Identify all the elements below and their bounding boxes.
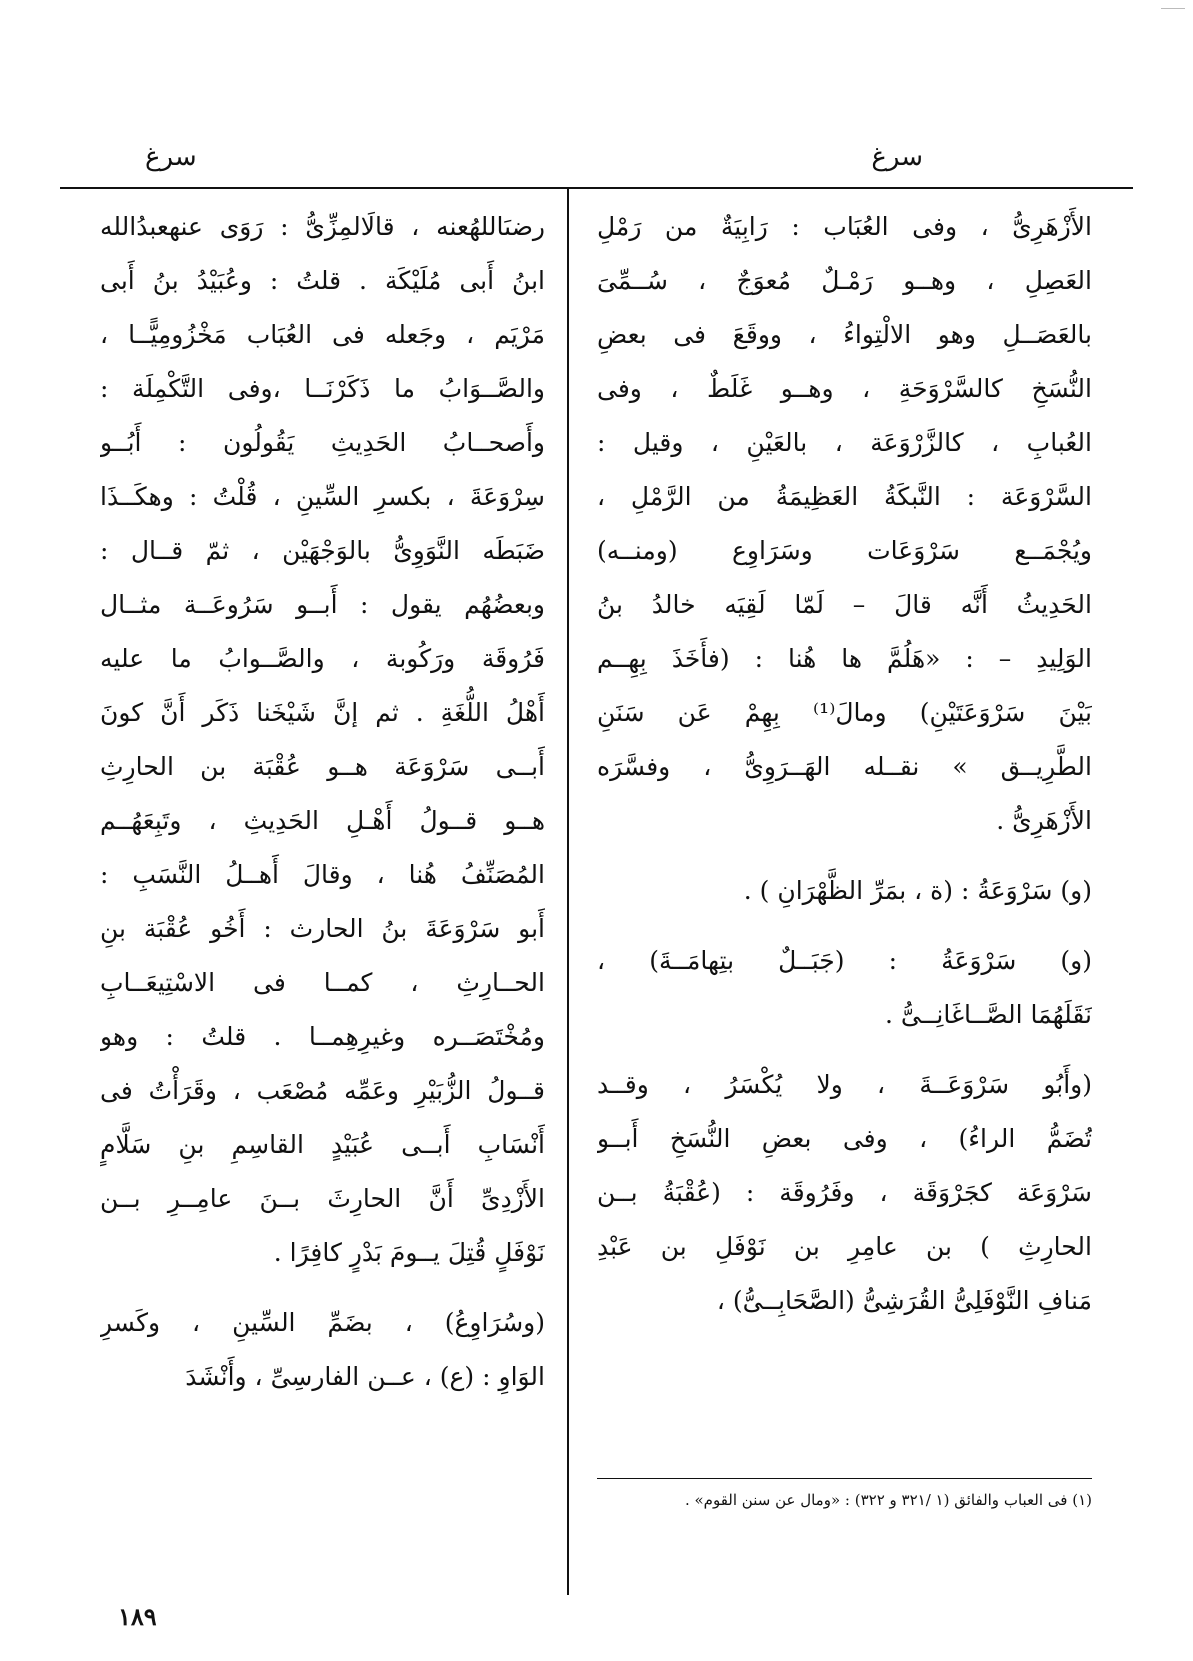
paragraph-gap [597,1042,1092,1058]
text-line: قــولُ الزُّبَيْرِ وعَمِّه مُصْعَب ، وقَرَأْتُ فى [100,1076,545,1105]
text-line: الوَلِيدِ – : «هَلُمَّ ها هُنا : (فأَخَذَ بِهِــم [597,644,1092,673]
text-line: والصَّــوَابُ ما ذَكَرْنَــا ،وفى التَّكْمِلَة : [100,374,545,403]
text-line: أَنْسَابِ أَبــى عُبَيْدٍ القاسِمِ بنِ سَلَّامٍ [100,1130,545,1159]
text-line: رضىَاللهُعنه ، قالَالمِزِّىُّ : رَوَى عنهعبدُالله [100,212,545,241]
text-line: الحَدِيثُ أَنَّه قالَ – لَمّا لَقِيَه خالدُ بنُ [597,590,1092,619]
text-line: مَرْيَم ، وجَعله فى العُبَاب مَخْزُومِيًّــا ، [100,320,545,349]
right-column [597,200,1092,1328]
text-line: نَوْفَلٍ قُتِلَ يــومَ بَدْرٍ كافِرًا . [273,1238,545,1267]
page-header [60,128,1133,188]
text-line: وأَصحــابُ الحَدِيثِ يَقُولُون : أَبُــو [100,428,545,457]
text-line: العَصِلِ ، وهــو رَمْـلٌ مُعوَجٌ ، سُــمِّىَ [597,266,1092,295]
text-line: أَهْلُ اللُّغَةِ . ثم إنَّ شَيْخَنا ذَكَر أَنَّ كونَ [100,698,545,727]
text-line: ومُخْتَصَــره وغيرِهِمــا . قلتُ : وهو [100,1022,545,1051]
footnote-rule [597,1478,1092,1479]
text-line: نَقَلَهُمَا الصَّــاغَانِــىُّ . [885,1000,1092,1029]
text-line: ضَبَطَه النَّوَوِىُّ بالوَجْهَيْن ، ثمّ قــال : [100,536,545,565]
text-line: سِرْوَعَةَ ، بكسرِ السِّينِ ، قُلْتُ : وهكَــذَا [100,482,545,511]
text-line: (و) سَرْوَعَةُ : (ة ، بمَرِّ الظَّهْرَانِ ) . [743,876,1092,905]
text-line: أَبو سَرْوَعَةَ بنُ الحارث : أَخُو عُقْبَة بنِ [100,914,545,943]
paragraph-gap [597,918,1092,934]
text-line: مَنافِ النَّوْفَلِىُّ القُرَشِىُّ (الصَّحَابِــىُّ) ، [716,1286,1092,1315]
text-line: العُبابِ ، كالزَّرْوَعَة ، بالعَيْنِ ، وقيل : [597,428,1092,457]
text-line: الأَزْهَرِىُّ . [996,806,1092,835]
page-number: ١٨٩ [118,1602,157,1631]
text-line: هــو قــولُ أَهْـلِ الحَدِيثِ ، وتَبِعَهُــم [100,806,545,835]
paragraph-gap [597,848,1092,864]
scan-mark [1161,8,1185,9]
text-line: تُضَمُّ الراءُ) ، وفى بعضِ النُّسَخِ أَبــو [597,1124,1092,1153]
left-column [100,200,545,1404]
text-line: ابنُ أَبى مُلَيْكَة . قلتُ : وعُبَيْدُ بنُ أَبى [100,266,545,295]
text-line: الأَزْهَرِىُّ ، وفى العُبَاب : رَابِيَةٌ من رَمْلِ [597,212,1092,241]
footnote: (١) فى العباب والفائق (١ /٣٢١ و ٣٢٢) : «ومال عن سنن القوم» . [684,1491,1092,1509]
text-line: وبعضُهُم يقول : أَبــو سَرُوعَــة مثــال [100,590,545,619]
text-line: النُّسَخِ كالسَّرْوَحَةِ ، وهــو غَلَطٌ ، وفى [597,374,1092,403]
text-line: سَرْوَعَة كجَرْوَقَة ، وفَرُوقَة : (عُقْبَةُ بــن [597,1178,1092,1207]
left-running-head: سرغ [145,142,197,172]
text-line: الطَّرِيــق » نقــله الهَــرَوِىُّ ، وفسَّرَه [597,752,1092,781]
text-line: (و) سَرْوَعَةُ : (جَبَــلٌ بتِهامَــةَ) ، [597,946,1092,975]
column-divider [567,187,569,1595]
text-line: الوَاوِ : (ع) ، عــن الفارسِىِّ ، وأَنْشَدَ [185,1362,545,1391]
text-line: الحــارِثِ ، كمــا فى الاسْتِيعَــابِ [100,968,545,997]
text-line: الحارِثِ ) بن عامِرِ بن نَوْفَلِ بن عَبْدِ [597,1232,1092,1261]
right-running-head: سرغ [871,142,923,172]
paragraph-gap [100,1280,545,1296]
text-line: ويُجْمَــع سَرْوَعَات وسَرَاوِع (ومنــه) [597,536,1092,565]
text-line: (وسُرَاوِعُ) ، بضَمِّ السِّينِ ، وكَسرِ [100,1308,545,1337]
text-line: بالعَصَــلِ وهو الالْتِواءُ ، ووقَعَ فى بعضِ [597,320,1092,349]
text-line: السَّرْوَعَة : النَّبكَةُ العَظِيمَةُ من الرَّمْلِ ، [597,482,1092,511]
header-rule [60,187,1133,189]
text-line: أَبــى سَرْوَعَة هــو عُقْبَة بن الحارِثِ [100,752,545,781]
text-line: بَيْنَ سَرْوَعَتَيْنِ) ومالَ⁽¹⁾ بِهِمْ عَن سَنَنِ [597,698,1092,727]
text-line: المُصَنِّفُ هُنا ، وقالَ أَهــلُ النَّسَبِ : [100,860,545,889]
text-line: الأَزْدِىِّ أَنَّ الحارِثَ بــنَ عامِــرِ بــن [100,1184,545,1213]
text-line: فَرُوقَة ورَكُوبة ، والصَّــوابُ ما عليه [100,644,545,673]
text-line: (وأَبُو سَرْوَعَــةَ ، ولا يُكْسَرُ ، وقــد [597,1070,1092,1099]
